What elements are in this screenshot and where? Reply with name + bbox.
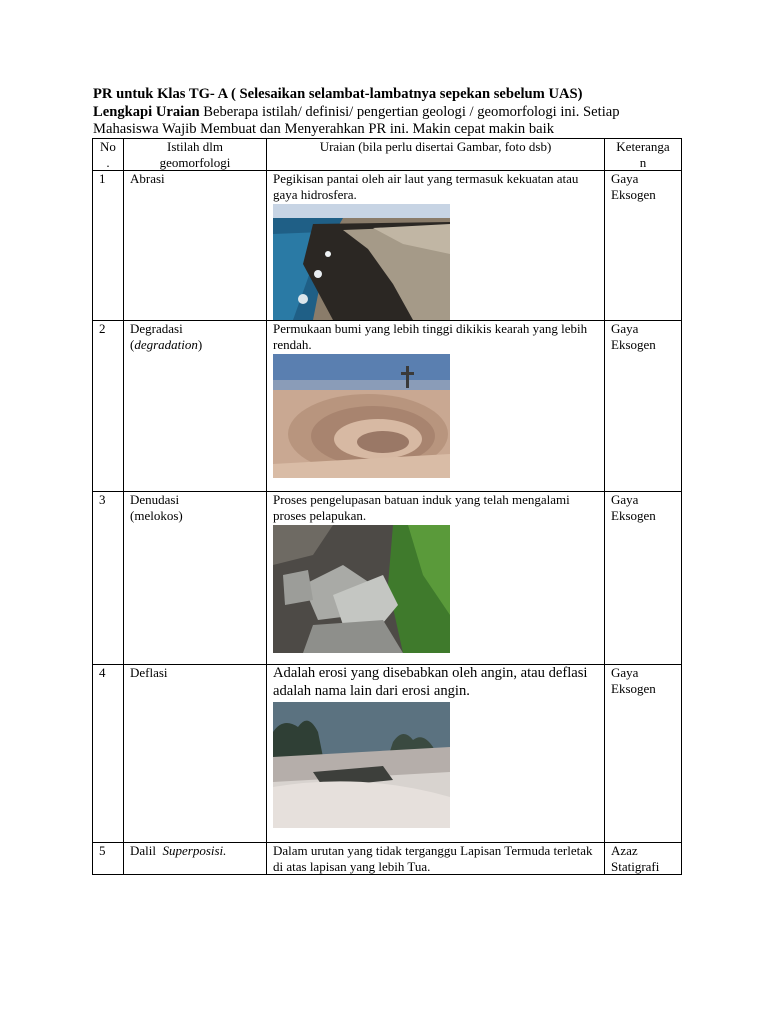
note-line2: Eksogen (611, 680, 656, 696)
row-description (267, 492, 605, 665)
instruction-text: Beberapa istilah/ definisi/ pengertian geologi / geomorfologi ini. Setiap (199, 103, 620, 120)
sand-dune-deflation-photo (273, 702, 450, 828)
term-italic: Superposisi. (162, 843, 227, 858)
header-note (605, 139, 682, 171)
eroded-rock-stream-photo (273, 525, 450, 653)
note-line2: Eksogen (611, 186, 656, 202)
note-line1: Gaya (611, 492, 639, 507)
row-term (124, 843, 267, 875)
note-line2: Eksogen (611, 336, 656, 352)
row-number: 2 (93, 321, 124, 492)
header-note-line1: Keteranga (616, 139, 670, 154)
header-description: Uraian (bila perlu disertai Gambar, foto dsb) (267, 139, 605, 171)
note-line1: Gaya (611, 321, 639, 336)
row-note (605, 171, 682, 321)
term-plain: Dalil (130, 843, 163, 858)
header-term (124, 139, 267, 171)
term-line1: Degradasi (130, 321, 183, 336)
row-term: Deflasi (124, 665, 267, 843)
open-pit-mine-photo (273, 354, 450, 478)
table-row (93, 843, 682, 875)
row-description (267, 171, 605, 321)
row-note (605, 843, 682, 875)
table-row (93, 492, 682, 665)
description-text: Permukaan bumi yang lebih tinggi dikikis kearah yang lebih rendah. (273, 321, 588, 352)
row-description (267, 321, 605, 492)
row-note (605, 321, 682, 492)
term-italic: degradation (134, 336, 198, 352)
note-line2: Statigrafi (611, 858, 660, 874)
description-text: Pegikisan pantai oleh air laut yang termasuk kekuatan atau gaya hidrosfera. (273, 171, 579, 202)
note-line2: Eksogen (611, 507, 656, 523)
assignment-instruction-line (93, 104, 693, 122)
note-line1: Azaz (611, 843, 638, 858)
note-line1: Gaya (611, 171, 639, 186)
instruction-bold-label: Lengkapi Uraian (93, 103, 200, 120)
term-line2: (melokos) (130, 507, 183, 523)
description-text: Proses pengelupasan batuan induk yang telah mengalami proses pelapukan. (273, 492, 570, 523)
header-no (93, 139, 124, 171)
table-row (93, 665, 682, 843)
row-number: 4 (93, 665, 124, 843)
table-header-row (93, 139, 682, 171)
coastal-cliff-abrasion-photo (273, 204, 450, 320)
document-header (93, 86, 693, 139)
assignment-title: PR untuk Klas TG- A ( Selesaikan selambat-lambatnya sepekan sebelum UAS) (93, 86, 583, 102)
note-line1: Gaya (611, 665, 639, 680)
row-number: 1 (93, 171, 124, 321)
term-line1: Denudasi (130, 492, 180, 507)
assignment-note-line: Mahasiswa Wajib Membuat dan Menyerahkan PR ini. Makin cepat makin baik (93, 121, 554, 137)
description-text: Adalah erosi yang disebabkan oleh angin, atau deflasi adalah nama lain dari erosi angin. (273, 665, 588, 699)
term-line2 (130, 337, 266, 353)
glossary-table (92, 138, 682, 875)
row-description: Dalam urutan yang tidak terganggu Lapisan Termuda terletak di atas lapisan yang lebih Tua. (267, 843, 605, 875)
term-paren-open: ( (130, 336, 135, 352)
row-note (605, 665, 682, 843)
table-row (93, 171, 682, 321)
header-term-line2: geomorfologi (159, 154, 231, 170)
row-number: 3 (93, 492, 124, 665)
header-no-line2: . (106, 154, 110, 170)
row-description (267, 665, 605, 843)
table-row (93, 321, 682, 492)
row-note (605, 492, 682, 665)
row-term (124, 321, 267, 492)
header-no-line1: No (100, 139, 116, 154)
header-note-line2: n (639, 154, 647, 170)
row-term: Abrasi (124, 171, 267, 321)
row-term (124, 492, 267, 665)
header-term-line1: Istilah dlm (167, 139, 223, 154)
row-number: 5 (93, 843, 124, 875)
term-paren-close: ) (197, 336, 203, 352)
